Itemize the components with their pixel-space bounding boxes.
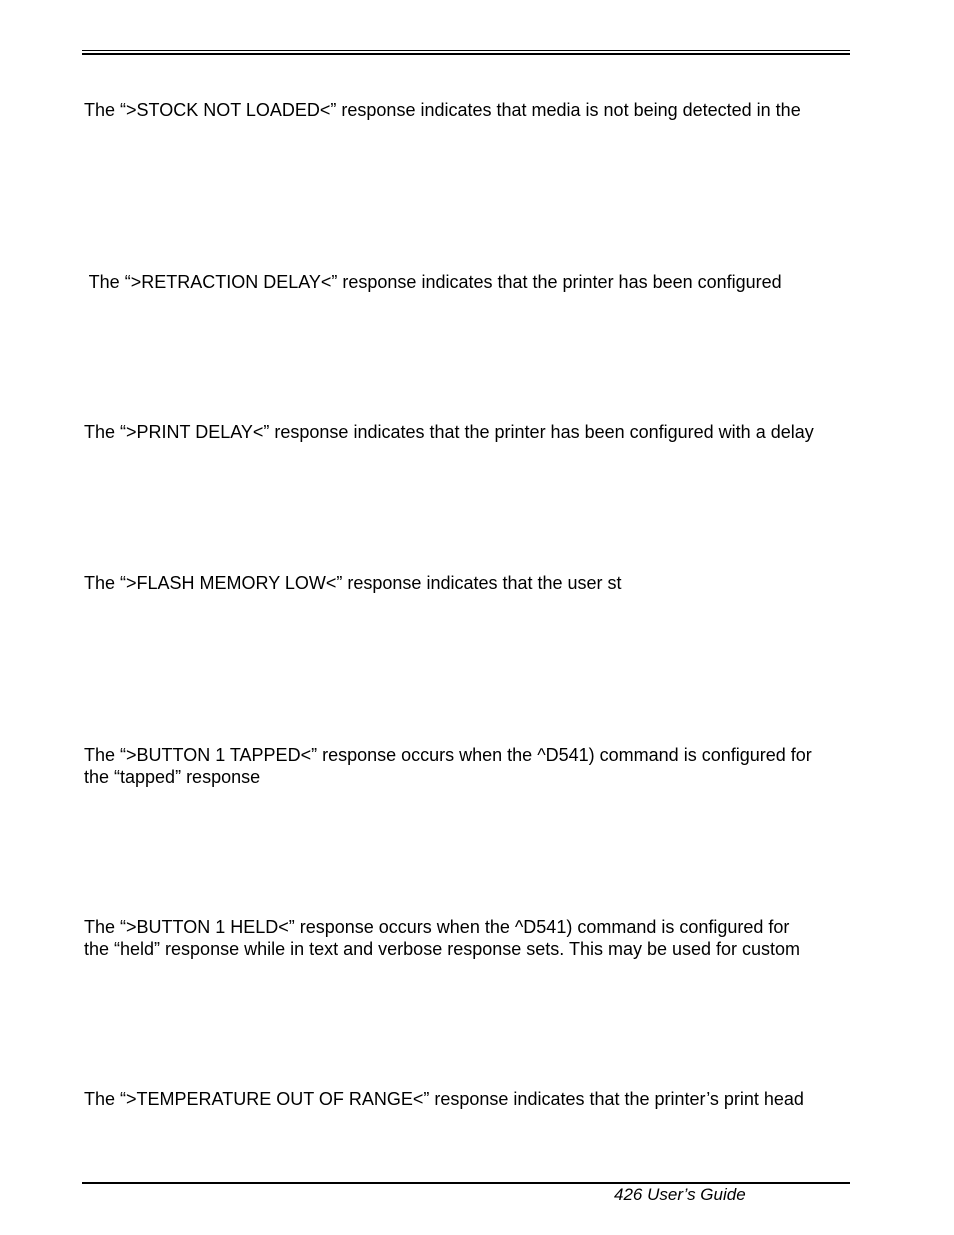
paragraph-flash-memory-low (84, 572, 854, 594)
paragraph-line: The “>FLASH MEMORY LOW<” response indicates that the user st (84, 573, 622, 593)
paragraph-line: the “tapped” response (84, 767, 261, 787)
paragraph-line: the “held” response while in text and verbose response sets. This may be used for custom (84, 939, 801, 959)
paragraph-line: The “>BUTTON 1 HELD<” response occurs when the ^D541) command is configured for (84, 917, 790, 937)
paragraph-temperature-out-of-range (84, 1088, 854, 1110)
paragraph-button-1-tapped (84, 744, 854, 788)
paragraph-line: The “>PRINT DELAY<” response indicates that the printer has been configured with a delay (84, 422, 814, 442)
paragraph-stock-not-loaded (84, 99, 854, 121)
paragraph-button-1-held (84, 916, 854, 960)
paragraph-line: The “>RETRACTION DELAY<” response indicates that the printer has been configured (84, 272, 782, 292)
header-rule-thick (82, 53, 850, 55)
paragraph-line: The “>TEMPERATURE OUT OF RANGE<” response indicates that the printer’s print head (84, 1089, 804, 1109)
header-rule-thin (82, 50, 850, 51)
paragraph-print-delay (84, 421, 854, 443)
paragraph-retraction-delay (84, 271, 854, 293)
paragraph-line: The “>STOCK NOT LOADED<” response indicates that media is not being detected in the (84, 100, 801, 120)
footer-rule (82, 1182, 850, 1184)
footer-title: 426 User’s Guide (614, 1185, 746, 1204)
paragraph-line: The “>BUTTON 1 TAPPED<” response occurs when the ^D541) command is configured for (84, 745, 812, 765)
